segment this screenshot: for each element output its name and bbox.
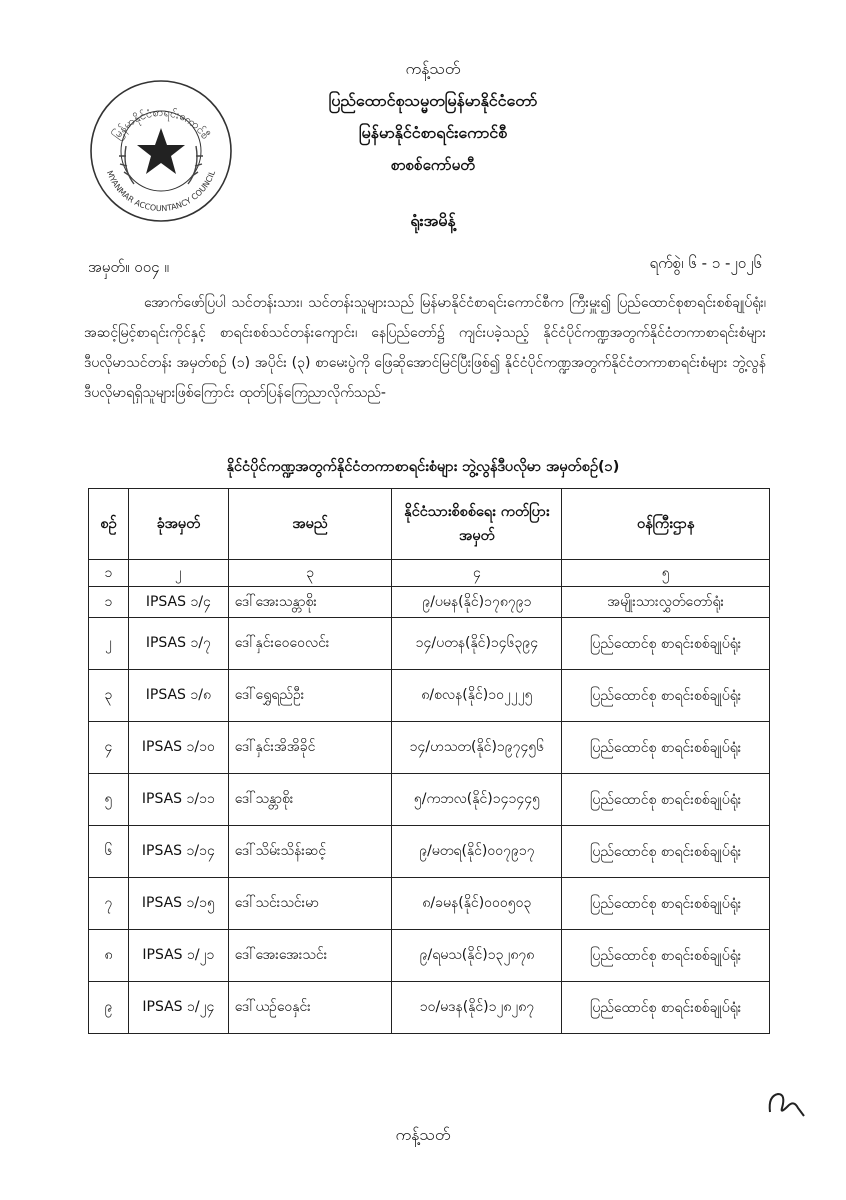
name-cell: ဒေါ်အေးသန္တာစိုး	[228, 587, 392, 618]
table-header-row	[89, 489, 770, 560]
roll-cell: IPSAS ၁/၈	[128, 670, 228, 722]
nrc-cell: ၅/ကဘလ(နိုင်)၁၄၁၄၄၅	[392, 774, 562, 826]
results-table	[88, 488, 770, 1034]
nrc-cell: ၉/ပမန(နိုင်)၁၇၈၇၉၁	[392, 587, 562, 618]
roll-cell: IPSAS ၁/၇	[128, 618, 228, 670]
column-number: ၂	[128, 560, 228, 587]
announcement-text: အောက်ဖော်ပြပါ သင်တန်းသား၊ သင်တန်းသူများသည် မြန်မာနိုင်ငံစာရင်းကောင်စီက ကြီးမှူး၍ ပြည်ထောင်စုစာရင်းစစ်ချုပ်ရုံး၊ အဆင့်မြင့်စာရင်းကိုင်နှင့် စာရင်းစစ်သင်တန်းကျောင်း၊ နေပြည်တော်၌ ကျင်းပခဲ့သည့် နိုင်ငံပိုင်ကဏ္ဍအတွက်နိုင်ငံတကာစာရင်းစံများဒီပလိုမာသင်တန်း အမှတ်စဉ် (၁) အပိုင်း (၃) စာမေးပွဲကို ဖြေဆိုအောင်မြင်ပြီးဖြစ်၍ နိုင်ငံပိုင်ကဏ္ဍအတွက်နိုင်ငံတကာစာရင်းစံများ ဘွဲ့လွန် ဒီပလိုမာရရှိသူများဖြစ်ကြောင်း ထုတ်ပြန်ကြေညာလိုက်သည်-	[84, 295, 766, 401]
roll-cell: IPSAS ၁/၂၄	[128, 982, 228, 1034]
nrc-cell: ၉/မတရ(နိုင်)၀၀၇၉၁၇	[392, 826, 562, 878]
nrc-cell: ၁၀/မဒန(နိုင်)၁၂၈၂၈၇	[392, 982, 562, 1034]
name-cell: ဒေါ်သန္တာစိုး	[228, 774, 392, 826]
board-title: စာစစ်ကော်မတီ	[391, 156, 475, 174]
roll-cell: IPSAS ၁/၁၄	[128, 826, 228, 878]
ministry-cell: ပြည်ထောင်စု စာရင်းစစ်ချုပ်ရုံး	[562, 774, 770, 826]
office-order-title: ရုံးအမိန့်	[410, 211, 456, 230]
table-row	[89, 587, 770, 618]
council-title: မြန်မာနိုင်ငံစာရင်းကောင်စီ	[358, 123, 508, 142]
ministry-cell: ပြည်ထောင်စု စာရင်းစစ်ချုပ်ရုံး	[562, 826, 770, 878]
name-cell: ဒေါ်နှင်းဝေဝေလင်း	[228, 618, 392, 670]
classification-label: ကန့်သတ်	[405, 59, 461, 78]
header-nrc: နိုင်ငံသားစိစစ်ရေး ကတ်ပြားအမှတ်	[392, 489, 562, 560]
table-title: နိုင်ငံပိုင်ကဏ္ဍအတွက်နိုင်ငံတကာစာရင်းစံများ ဘွဲ့လွန်ဒီပလိုမာ အမှတ်စဉ်(၁)	[226, 459, 620, 475]
nrc-cell: ၈/စလန(နိုင်)၁၀၂၂၂၅	[392, 670, 562, 722]
table-row	[89, 670, 770, 722]
seal-bottom-text: MYANMAR ACCOUNTANCY COUNCIL	[104, 169, 218, 214]
serial-cell: ၃	[89, 670, 129, 722]
roll-cell: IPSAS ၁/၂၁	[128, 930, 228, 982]
initials-mark-icon	[764, 1086, 808, 1120]
column-number: ၅	[562, 560, 770, 587]
roll-cell: IPSAS ၁/၄	[128, 587, 228, 618]
serial-cell: ၄	[89, 722, 129, 774]
seal-top-text: မြန်မာနိုင်ငံစာရင်းကောင်စီ	[110, 105, 212, 142]
table-row	[89, 826, 770, 878]
table-row	[89, 618, 770, 670]
nrc-cell: ၉/ရမသ(နိုင်)၁၃၂၈၇၈	[392, 930, 562, 982]
column-number-row	[89, 560, 770, 587]
header-ministry: ဝန်ကြီးဌာန	[562, 489, 770, 560]
name-cell: ဒေါ်နှင်းအိအိခိုင်	[228, 722, 392, 774]
roll-cell: IPSAS ၁/၁၅	[128, 878, 228, 930]
table-row	[89, 982, 770, 1034]
nrc-cell: ၁၄/ဟသတ(နိုင်)၁၉၇၄၅၆	[392, 722, 562, 774]
name-cell: ဒေါ်အေးအေးသင်း	[228, 930, 392, 982]
table-row	[89, 930, 770, 982]
ministry-cell: ပြည်ထောင်စု စာရင်းစစ်ချုပ်ရုံး	[562, 982, 770, 1034]
serial-cell: ၇	[89, 878, 129, 930]
ministry-cell: ပြည်ထောင်စု စာရင်းစစ်ချုပ်ရုံး	[562, 618, 770, 670]
name-cell: ဒေါ်ယဉ်ဝေနှင်း	[228, 982, 392, 1034]
ministry-cell: ပြည်ထောင်စု စာရင်းစစ်ချုပ်ရုံး	[562, 930, 770, 982]
serial-cell: ၂	[89, 618, 129, 670]
serial-cell: ၆	[89, 826, 129, 878]
serial-cell: ၈	[89, 930, 129, 982]
roll-cell: IPSAS ၁/၁၀	[128, 722, 228, 774]
name-cell: ဒေါ်သိမ်းသိန်းဆင့်	[228, 826, 392, 878]
header-roll-number: ခုံအမှတ်	[128, 489, 228, 560]
nrc-cell: ၁၄/ပတန(နိုင်)၁၄၆၃၉၄	[392, 618, 562, 670]
table-row	[89, 722, 770, 774]
name-cell: ဒေါ်ရွှေရည်ဦး	[228, 670, 392, 722]
serial-cell: ၉	[89, 982, 129, 1034]
column-number: ၄	[392, 560, 562, 587]
ministry-cell: ပြည်ထောင်စု စာရင်းစစ်ချုပ်ရုံး	[562, 670, 770, 722]
ministry-cell: ပြည်ထောင်စု စာရင်းစစ်ချုပ်ရုံး	[562, 878, 770, 930]
reference-date: ရက်စွဲ၊ ၆ - ၁ -၂၀၂၆	[649, 254, 762, 272]
roll-cell: IPSAS ၁/၁၁	[128, 774, 228, 826]
serial-cell: ၅	[89, 774, 129, 826]
ministry-cell: ပြည်ထောင်စု စာရင်းစစ်ချုပ်ရုံး	[562, 722, 770, 774]
nrc-cell: ၈/ခမန(နိုင်)၀၀၀၅၀၃	[392, 878, 562, 930]
serial-cell: ၁	[89, 587, 129, 618]
header-name: အမည်	[228, 489, 392, 560]
table-row	[89, 774, 770, 826]
column-number: ၁	[89, 560, 129, 587]
ministry-cell: အမျိုးသားလွှတ်တော်ရုံး	[562, 587, 770, 618]
footer-classification: ကန့်သတ်	[395, 1125, 451, 1144]
reference-number: အမှတ်။ ၀၀၄ ။	[88, 258, 169, 276]
table-row	[89, 878, 770, 930]
column-number: ၃	[228, 560, 392, 587]
header-serial: စဉ်	[89, 489, 129, 560]
government-title: ပြည်ထောင်စုသမ္မတမြန်မာနိုင်ငံတော်	[328, 91, 538, 110]
name-cell: ဒေါ်သင်းသင်းမာ	[228, 878, 392, 930]
